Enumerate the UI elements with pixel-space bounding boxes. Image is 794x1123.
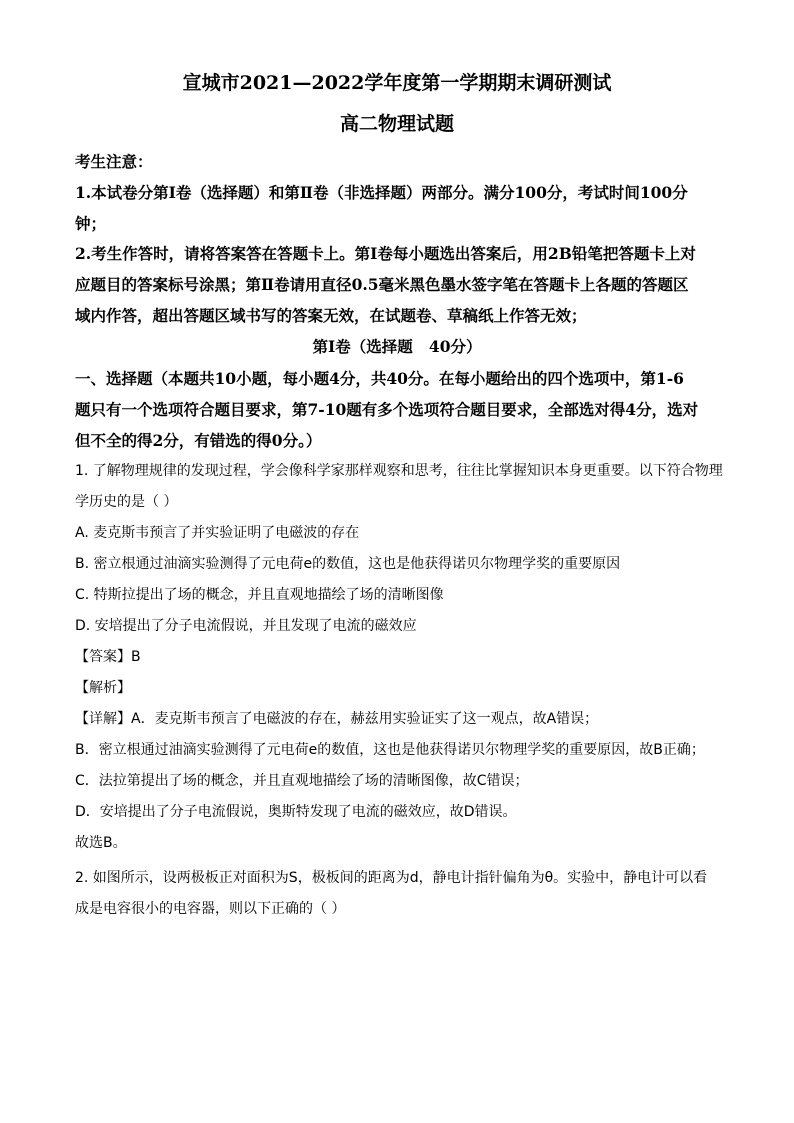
section-instruction: 一、选择题（本题共10小题，每小题4分，共40分。在每小题给出的四个选项中，第1-6: [75, 369, 684, 388]
question-stem: 1. 了解物理规律的发现过程，学会像科学家那样观察和思考，往往比掌握知识本身更重要。以下符合物理: [75, 463, 723, 479]
section-instruction: 但不全的得2分，有错选的得0分。）: [75, 431, 322, 450]
option-d: D. 安培提出了分子电流假说，并且发现了电流的磁效应: [75, 618, 417, 634]
notice-line: 2.考生作答时，请将答案答在答题卡上。第Ⅰ卷每小题选出答案后，用2B铅笔把答题卡上对: [75, 244, 696, 263]
question-stem: 成是电容很小的电容器，则以下正确的（ ）: [75, 901, 346, 917]
notice-line: 应题目的答案标号涂黑；第Ⅱ卷请用直径0.5毫米黑色墨水签字笔在答题卡上各题的答题区: [75, 275, 689, 294]
section-title: 第Ⅰ卷（选择题 40分）: [312, 337, 482, 356]
exam-title: 宣城市2021—2022学年度第一学期期末调研测试: [182, 72, 612, 94]
option-c: C. 特斯拉提出了场的概念，并且直观地描绘了场的清晰图像: [75, 587, 444, 603]
conclusion: 故选B。: [75, 835, 127, 851]
notice-line: 钟；: [75, 214, 107, 233]
detail-line: 【详解】A．麦克斯韦预言了电磁波的存在，赫兹用实验证实了这一观点，故A错误；: [75, 711, 599, 727]
notice-line: 域内作答，超出答题区域书写的答案无效，在试题卷、草稿纸上作答无效；: [75, 306, 587, 325]
detail-line: B．密立根通过油滴实验测得了元电荷e的数值，这也是他获得诺贝尔物理学奖的重要原因，故B正确；: [75, 742, 705, 758]
analysis-label: 【解析】: [75, 680, 131, 696]
question-stem: 2. 如图所示，设两极板正对面积为S，极板间的距离为d，静电计指针偏角为θ。实验中，静电计可以看: [75, 870, 708, 886]
section-instruction: 题只有一个选项符合题目要求，第7-10题有多个选项符合题目要求，全部选对得4分，选对: [75, 400, 699, 419]
option-b: B. 密立根通过油滴实验测得了元电荷e的数值，这也是他获得诺贝尔物理学奖的重要原因: [75, 556, 621, 572]
answer-label: 【答案】B: [75, 649, 141, 665]
detail-line: C．法拉第提出了场的概念，并且直观地描绘了场的清晰图像，故C错误；: [75, 773, 529, 789]
notice-heading: 考生注意：: [75, 152, 153, 171]
exam-subtitle: 高二物理试题: [339, 113, 454, 135]
detail-line: D．安培提出了分子电流假说，奥斯特发现了电流的磁效应，故D错误。: [75, 804, 517, 820]
option-a: A. 麦克斯韦预言了并实验证明了电磁波的存在: [75, 525, 360, 541]
notice-line: 1.本试卷分第Ⅰ卷（选择题）和第Ⅱ卷（非选择题）两部分。满分100分，考试时间100分: [75, 183, 688, 202]
question-stem: 学历史的是（ ）: [75, 494, 178, 510]
